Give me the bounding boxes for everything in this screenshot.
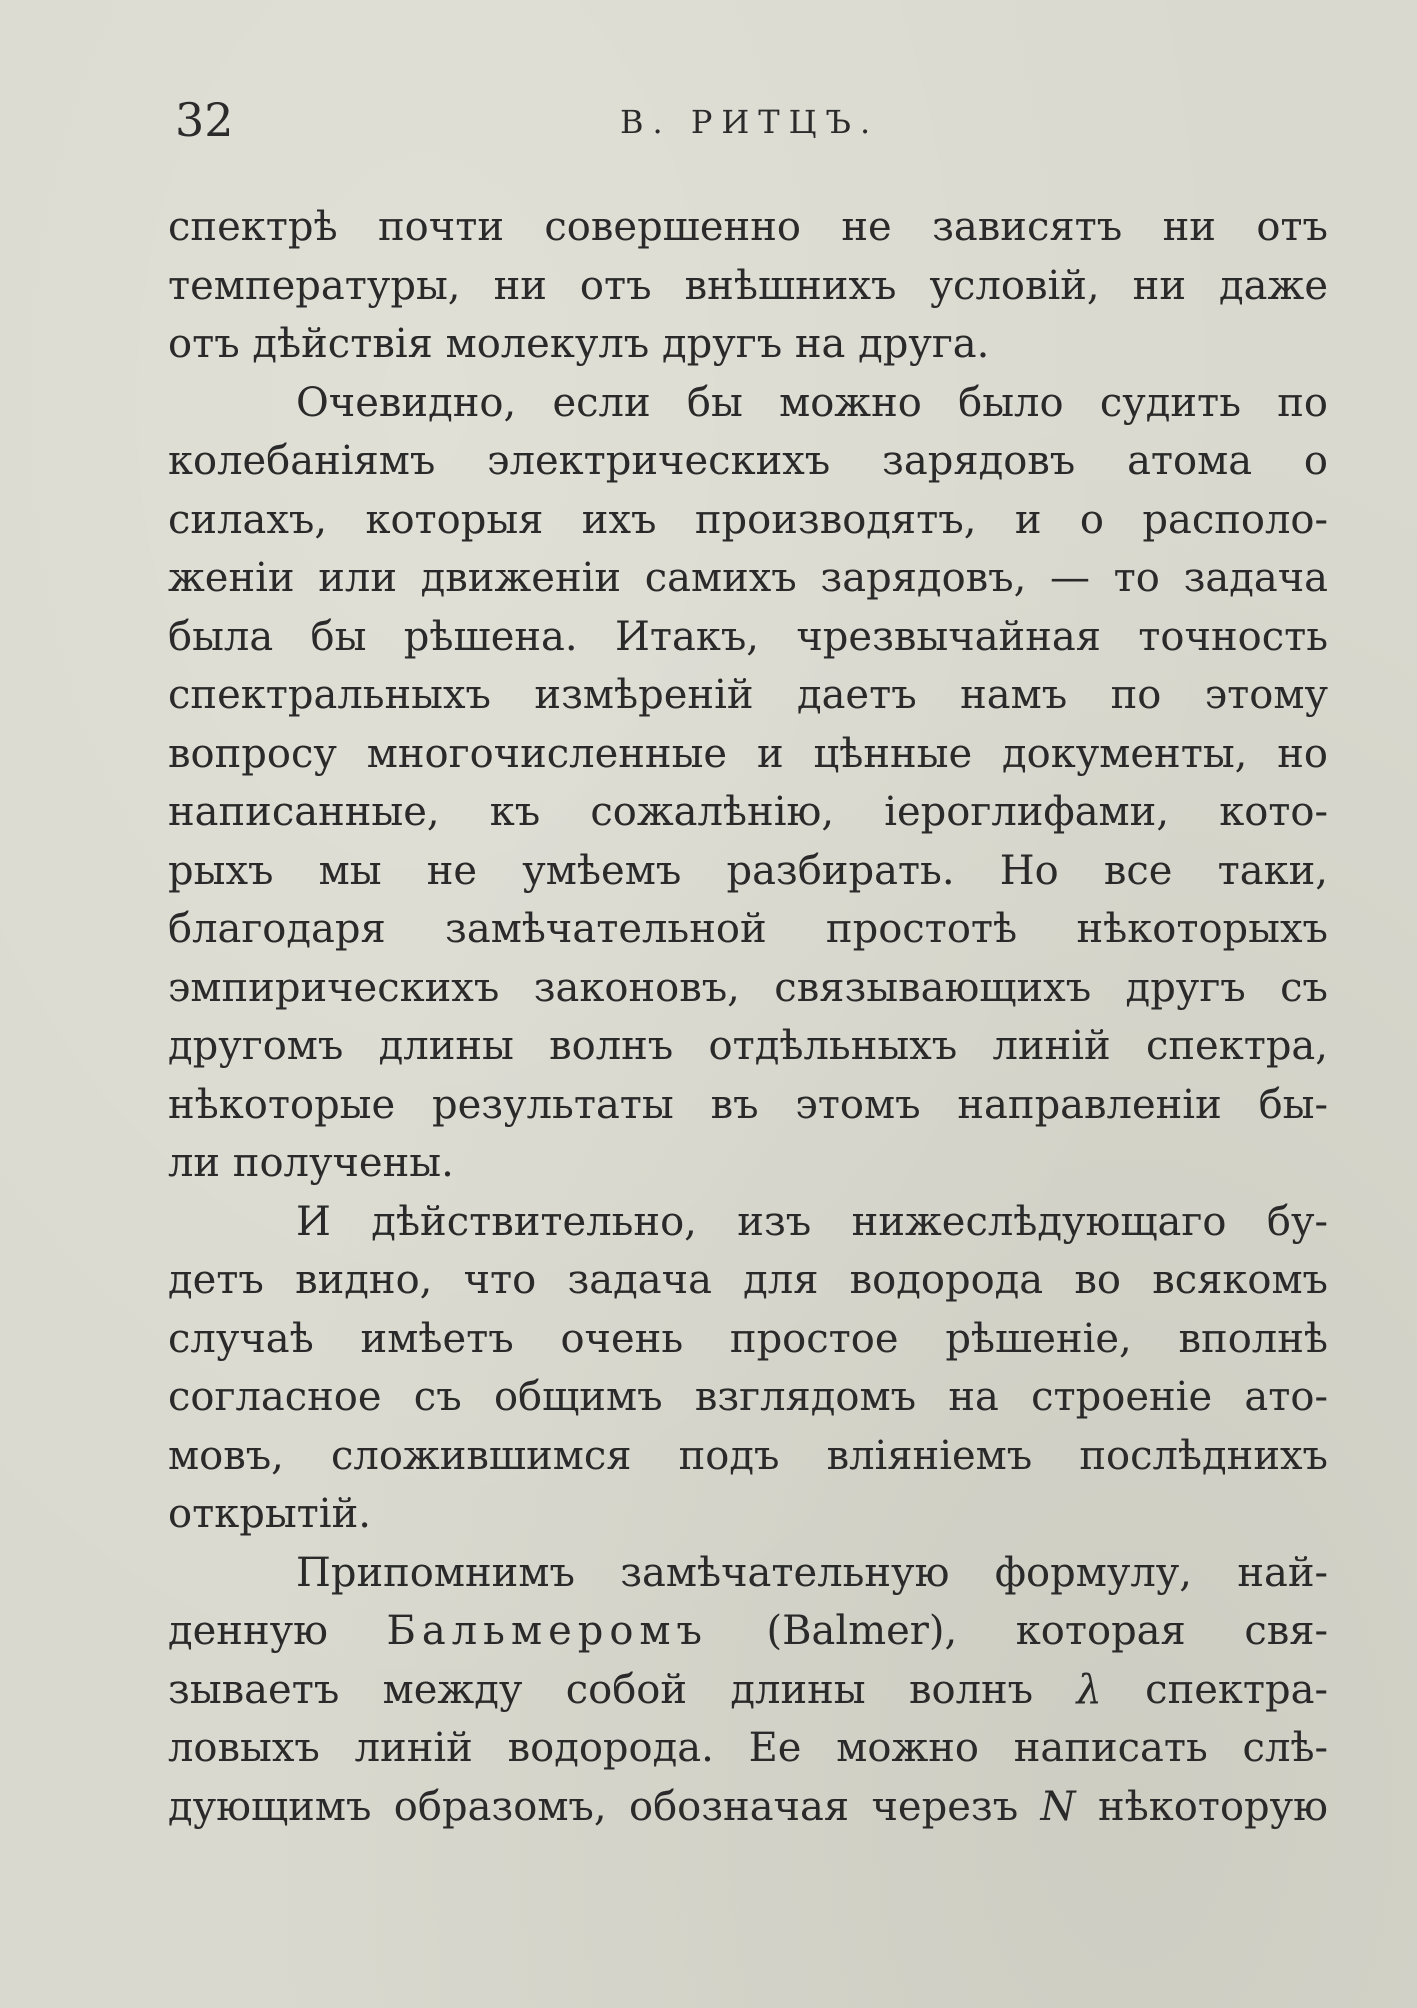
spaced-name-balmer: Бальмеромъ xyxy=(386,1608,708,1654)
text-line: нѣкоторые результаты въ этомъ направленіи бы- xyxy=(168,1081,1328,1128)
running-head: В. РИТЦЪ. xyxy=(620,103,880,141)
text-line: согласное съ общимъ взглядомъ на строеніе ато- xyxy=(168,1374,1328,1420)
page-header xyxy=(0,92,1417,152)
text-line: отъ дѣйствія молекулъ другъ на друга. xyxy=(168,321,990,367)
text-line: температуры, ни отъ внѣшнихъ условій, ни даже xyxy=(168,262,1328,309)
text-line-lambda xyxy=(168,1661,1328,1720)
lambda-symbol: λ xyxy=(1076,1666,1102,1713)
text-fragment: спектра- xyxy=(1101,1666,1329,1713)
text-fragment: нѣкоторую xyxy=(1075,1783,1328,1830)
text-line: И дѣйствительно, изъ нижеслѣдующаго бу- xyxy=(296,1198,1328,1245)
text-line: женіи или движеніи самихъ зарядовъ, — то задача xyxy=(168,555,1328,601)
text-line: спектральныхъ измѣреній даетъ намъ по этому xyxy=(168,672,1328,718)
text-fragment: денную xyxy=(168,1608,387,1654)
text-line: Очевидно, если бы можно было судить по xyxy=(296,379,1328,426)
text-line: эмпирическихъ законовъ, связывающихъ другъ съ xyxy=(168,964,1328,1011)
text-line-last xyxy=(168,1778,1328,1837)
text-line: Припомнимъ замѣчательную формулу, най- xyxy=(296,1549,1328,1596)
text-line: вопросу многочисленные и цѣнные документы, но xyxy=(168,730,1328,777)
text-line: благодаря замѣчательной простотѣ нѣкоторыхъ xyxy=(168,906,1328,952)
text-line: спектрѣ почти совершенно не зависятъ ни отъ xyxy=(168,204,1328,250)
text-line: открытій. xyxy=(168,1491,371,1537)
body-text xyxy=(168,198,1328,1836)
text-line: написанные, къ сожалѣнію, іероглифами, кото- xyxy=(168,789,1328,835)
text-line: ли получены. xyxy=(168,1140,454,1186)
text-line: колебаніямъ электрическихъ зарядовъ атома о xyxy=(168,438,1328,484)
text-fragment: зываетъ между собой длины волнъ xyxy=(168,1666,1077,1713)
text-line: рыхъ мы не умѣемъ разбирать. Но все таки, xyxy=(168,847,1328,894)
text-fragment: дующимъ образомъ, обозначая черезъ xyxy=(168,1783,1041,1830)
text-line-balmer xyxy=(168,1602,1328,1661)
text-line: случаѣ имѣетъ очень простое рѣшеніе, вполнѣ xyxy=(168,1315,1328,1362)
n-symbol: N xyxy=(1040,1783,1076,1830)
text-line: мовъ, сложившимся подъ вліяніемъ послѣднихъ xyxy=(168,1432,1328,1479)
text-fragment: (Balmer), которая свя- xyxy=(708,1608,1328,1654)
text-line: была бы рѣшена. Итакъ, чрезвычайная точность xyxy=(168,613,1328,660)
text-line: силахъ, которыя ихъ производятъ, и о располо- xyxy=(168,496,1328,543)
text-line: ловыхъ линій водорода. Ее можно написать слѣ- xyxy=(168,1725,1328,1771)
text-line: детъ видно, что задача для водорода во всякомъ xyxy=(168,1257,1328,1303)
page-number: 32 xyxy=(175,93,234,147)
text-line: другомъ длины волнъ отдѣльныхъ линій спектра, xyxy=(168,1023,1328,1069)
